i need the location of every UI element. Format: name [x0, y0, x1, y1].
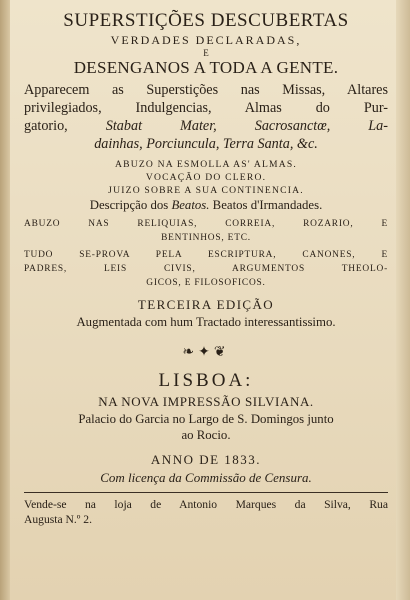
footer-rule: [24, 492, 388, 493]
topic-vocacao: VOCAÇÃO DO CLERO.: [145, 172, 267, 183]
beatos-italic: Beatos.: [171, 198, 210, 212]
topic-prova-2: PADRES, LEIS CIVIS, ARGUMENTOS THEOLO-: [24, 264, 388, 274]
imprint-license: Com licença da Commissão de Censura.: [100, 470, 312, 485]
intro-line-1: Apparecem as Superstições nas Missas, Altares: [24, 82, 388, 98]
topic-abuso: ABUZO NA ESMOLLA AS' ALMAS.: [114, 159, 298, 170]
page-edge-right: [396, 0, 410, 600]
intro-line-2: privilegiados, Indulgencias, Almas do Pur-: [24, 100, 388, 116]
topic-reliquias-1: ABUZO NAS RELIQUIAS, CORREIA, ROZARIO, E: [24, 219, 388, 229]
topic-prova-3: GICOS, E FILOSOFICOS.: [146, 278, 266, 288]
topic-reliquias-2: BENTINHOS, ETC.: [161, 233, 251, 243]
edition-augment: Augmentada com hum Tractado interessantissimo.: [76, 315, 336, 329]
topic-juizo: JUIZO SOBRE A SUA CONTINENCIA.: [108, 185, 304, 196]
beatos-suffix: Beatos d'Irmandades.: [212, 198, 323, 212]
intro-stabat: Stabat Mater, Sacrosanctœ, La-: [105, 118, 388, 134]
imprint-press: NA NOVA IMPRESSÃO SILVIANA.: [98, 394, 314, 409]
imprint-address-2: ao Rocio.: [181, 428, 231, 442]
imprint-address-1: Palacio do Garcia no Largo de S. Domingos junto: [78, 412, 334, 426]
beatos-prefix: Descripção dos: [89, 198, 169, 212]
title-conjunction: E: [203, 48, 209, 58]
intro-line-3: [24, 117, 388, 135]
footer-line-1: Vende-se na loja de Antonio Marques da Silva, Rua: [24, 498, 388, 511]
topic-prova-1: TUDO SE-PROVA PELA ESCRIPTURA, CANONES, E: [24, 250, 388, 260]
subtitle-desenganos: DESENGANOS A TODA A GENTE.: [73, 58, 339, 77]
imprint-city: LISBOA:: [158, 370, 254, 391]
imprint-year: ANNO DE 1833.: [150, 452, 262, 467]
fleuron-ornament: ❧✦❦: [182, 344, 230, 360]
intro-purgatorio: gatorio,: [24, 118, 68, 134]
intro-line-4: dainhas, Porciuncula, Terra Santa, &c.: [94, 136, 318, 152]
topic-beatos: [24, 197, 388, 214]
main-title: SUPERSTIÇÕES DESCUBERTAS: [63, 10, 349, 31]
subtitle-verdades: VERDADES DECLARADAS,: [110, 33, 302, 47]
edition-name: TERCEIRA EDIÇÃO: [137, 297, 275, 312]
footer-line-2: Augusta N.º 2.: [24, 513, 93, 526]
page-edge-left: [0, 0, 10, 600]
